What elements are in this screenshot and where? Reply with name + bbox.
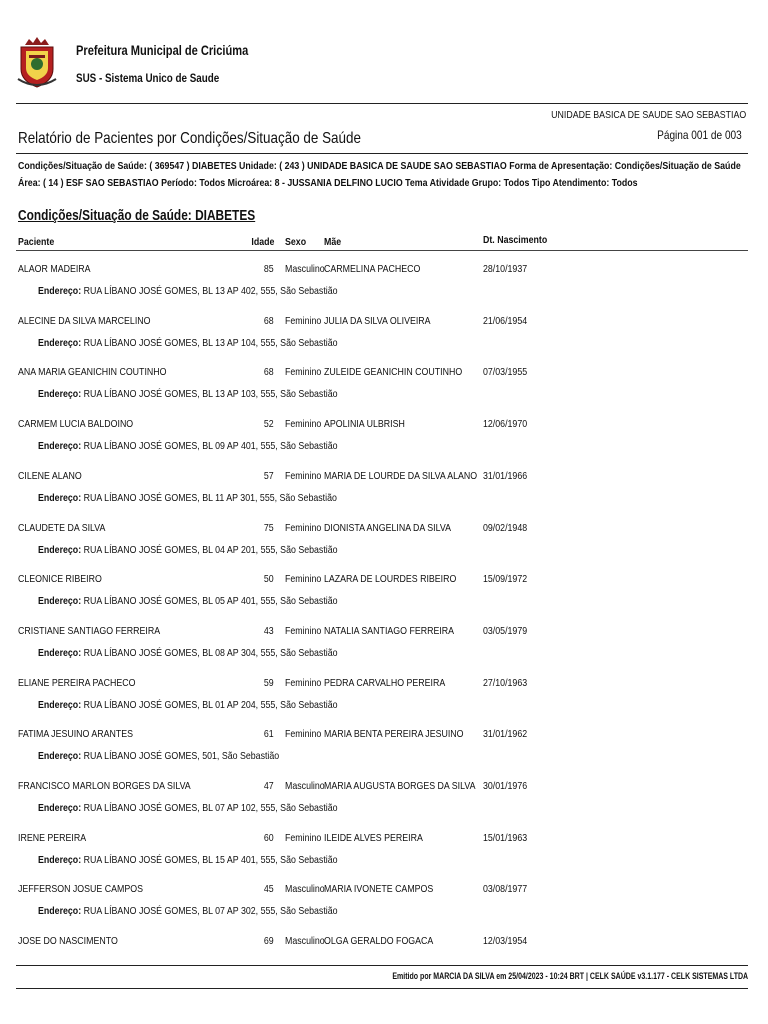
- address-label: Endereço:: [38, 285, 82, 297]
- patient-mother: MARIA DE LOURDE DA SILVA ALANO: [324, 470, 478, 482]
- patient-sex: Feminino: [285, 573, 322, 585]
- address-value: RUA LÍBANO JOSÉ GOMES, BL 01 AP 204, 555, São Sebastião: [83, 699, 338, 711]
- footer-bottom-divider: [16, 988, 748, 989]
- patient-sex: Masculino: [285, 263, 325, 275]
- patient-name: FRANCISCO MARLON BORGES DA SILVA: [18, 780, 191, 792]
- address-label: Endereço:: [38, 647, 82, 659]
- address-label: Endereço:: [38, 802, 82, 814]
- patient-sex: Feminino: [285, 366, 322, 378]
- patient-age: 68: [264, 315, 274, 327]
- patient-address: [38, 802, 338, 814]
- address-value: RUA LÍBANO JOSÉ GOMES, BL 07 AP 302, 555, São Sebastião: [83, 905, 338, 917]
- patient-mother: APOLINIA ULBRISH: [324, 418, 405, 430]
- patient-birth-date: 21/06/1954: [483, 315, 528, 327]
- address-value: RUA LÍBANO JOSÉ GOMES, 501, São Sebastião: [83, 750, 280, 762]
- section-title: Condições/Situação de Saúde: DIABETES: [18, 208, 256, 224]
- filters-line-1: Condições/Situação de Saúde: ( 369547 ) DIABETES Unidade: ( 243 ) UNIDADE BASICA DE SAUDE SAO SEBASTIAO Forma de Apresentação: Condições/Situação de Saúde: [18, 160, 741, 172]
- address-label: Endereço:: [38, 854, 82, 866]
- patient-address: [38, 595, 338, 607]
- address-value: RUA LÍBANO JOSÉ GOMES, BL 15 AP 401, 555, São Sebastião: [83, 854, 338, 866]
- patient-birth-date: 03/08/1977: [483, 883, 528, 895]
- patient-age: 47: [264, 780, 274, 792]
- address-label: Endereço:: [38, 544, 82, 556]
- address-value: RUA LÍBANO JOSÉ GOMES, BL 13 AP 104, 555, São Sebastião: [83, 337, 338, 349]
- patient-age: 50: [264, 573, 274, 585]
- address-value: RUA LÍBANO JOSÉ GOMES, BL 07 AP 102, 555, São Sebastião: [83, 802, 338, 814]
- address-value: RUA LÍBANO JOSÉ GOMES, BL 04 AP 201, 555, São Sebastião: [83, 544, 338, 556]
- patient-birth-date: 09/02/1948: [483, 522, 528, 534]
- column-header-sex: Sexo: [285, 236, 307, 248]
- patient-age: 61: [264, 728, 274, 740]
- patient-mother: ZULEIDE GEANICHIN COUTINHO: [324, 366, 463, 378]
- patient-mother: CARMELINA PACHECO: [324, 263, 421, 275]
- patient-mother: LAZARA DE LOURDES RIBEIRO: [324, 573, 457, 585]
- patient-name: ELIANE PEREIRA PACHECO: [18, 677, 136, 689]
- header-divider: [16, 103, 748, 104]
- patient-mother: MARIA IVONETE CAMPOS: [324, 883, 434, 895]
- patient-address: [38, 388, 338, 400]
- patient-sex: Feminino: [285, 522, 322, 534]
- patient-birth-date: 28/10/1937: [483, 263, 528, 275]
- patient-mother: MARIA BENTA PEREIRA JESUINO: [324, 728, 464, 740]
- address-value: RUA LÍBANO JOSÉ GOMES, BL 11 AP 301, 555, São Sebastião: [83, 492, 337, 504]
- column-header-mother: Mãe: [324, 236, 342, 248]
- column-header-divider: [16, 250, 748, 251]
- municipal-coat-of-arms-logo: [16, 35, 58, 89]
- patient-name: ALECINE DA SILVA MARCELINO: [18, 315, 151, 327]
- patient-name: CARMEM LUCIA BALDOINO: [18, 418, 134, 430]
- address-label: Endereço:: [38, 905, 82, 917]
- patient-age: 69: [264, 935, 274, 947]
- address-value: RUA LÍBANO JOSÉ GOMES, BL 13 AP 103, 555, São Sebastião: [83, 388, 338, 400]
- organization-subtitle: SUS - Sistema Unico de Saude: [76, 71, 220, 85]
- patient-age: 45: [264, 883, 274, 895]
- address-value: RUA LÍBANO JOSÉ GOMES, BL 08 AP 304, 555, São Sebastião: [83, 647, 338, 659]
- patient-sex: Masculino: [285, 780, 325, 792]
- patient-sex: Feminino: [285, 418, 322, 430]
- address-label: Endereço:: [38, 492, 82, 504]
- organization-name: Prefeitura Municipal de Criciúma: [76, 43, 249, 58]
- patient-birth-date: 27/10/1963: [483, 677, 528, 689]
- patient-name: CRISTIANE SANTIAGO FERREIRA: [18, 625, 161, 637]
- patient-birth-date: 12/03/1954: [483, 935, 528, 947]
- footer-top-divider: [16, 965, 748, 966]
- patient-name: CLEONICE RIBEIRO: [18, 573, 102, 585]
- address-value: RUA LÍBANO JOSÉ GOMES, BL 05 AP 401, 555, São Sebastião: [83, 595, 338, 607]
- address-label: Endereço:: [38, 699, 82, 711]
- health-unit-name: UNIDADE BASICA DE SAUDE SAO SEBASTIAO: [550, 109, 746, 121]
- address-label: Endereço:: [38, 750, 82, 762]
- footer-issued-info: Emitido por MARCIA DA SILVA em 25/04/2023 - 10:24 BRT | CELK SAÚDE v3.1.177 - CELK SISTEMAS LTDA: [392, 971, 748, 981]
- column-header-age: Idade: [250, 236, 274, 248]
- patient-sex: Feminino: [285, 315, 322, 327]
- address-label: Endereço:: [38, 388, 82, 400]
- patient-name: FATIMA JESUINO ARANTES: [18, 728, 134, 740]
- patient-mother: PEDRA CARVALHO PEREIRA: [324, 677, 446, 689]
- patient-birth-date: 03/05/1979: [483, 625, 528, 637]
- patient-address: [38, 337, 338, 349]
- column-header-birth-date: Dt. Nascimento: [483, 234, 548, 246]
- patient-address: [38, 750, 279, 762]
- patient-address: [38, 544, 338, 556]
- filters-line-2: Área: ( 14 ) ESF SAO SEBASTIAO Período: Todos Microárea: 8 - JUSSANIA DELFINO LUCIO Tema Atividade Grupo: Todos Tipo Atendimento: Todos: [18, 177, 638, 189]
- patient-birth-date: 15/09/1972: [483, 573, 528, 585]
- patient-birth-date: 31/01/1962: [483, 728, 528, 740]
- patient-name: JEFFERSON JOSUE CAMPOS: [18, 883, 143, 895]
- page-number: Página 001 de 003: [657, 128, 742, 142]
- address-value: RUA LÍBANO JOSÉ GOMES, BL 13 AP 402, 555, São Sebastião: [83, 285, 338, 297]
- patient-address: [38, 492, 337, 504]
- patient-address: [38, 440, 338, 452]
- patient-name: IRENE PEREIRA: [18, 832, 87, 844]
- patient-address: [38, 647, 338, 659]
- patient-birth-date: 31/01/1966: [483, 470, 528, 482]
- patient-birth-date: 12/06/1970: [483, 418, 528, 430]
- patient-name: CILENE ALANO: [18, 470, 82, 482]
- patient-birth-date: 15/01/1963: [483, 832, 528, 844]
- patient-age: 75: [264, 522, 274, 534]
- patient-birth-date: 07/03/1955: [483, 366, 528, 378]
- patient-address: [38, 285, 338, 297]
- address-value: RUA LÍBANO JOSÉ GOMES, BL 09 AP 401, 555, São Sebastião: [83, 440, 338, 452]
- patient-age: 85: [264, 263, 274, 275]
- patient-age: 52: [264, 418, 274, 430]
- patient-address: [38, 905, 338, 917]
- patient-age: 68: [264, 366, 274, 378]
- patient-mother: DIONISTA ANGELINA DA SILVA: [324, 522, 451, 534]
- patient-birth-date: 30/01/1976: [483, 780, 528, 792]
- patient-mother: OLGA GERALDO FOGACA: [324, 935, 434, 947]
- patient-mother: NATALIA SANTIAGO FERREIRA: [324, 625, 455, 637]
- patient-sex: Feminino: [285, 728, 322, 740]
- patient-age: 59: [264, 677, 274, 689]
- patient-age: 57: [264, 470, 274, 482]
- patient-age: 43: [264, 625, 274, 637]
- patient-name: ANA MARIA GEANICHIN COUTINHO: [18, 366, 167, 378]
- title-divider: [16, 153, 748, 154]
- patient-address: [38, 699, 338, 711]
- patient-age: 60: [264, 832, 274, 844]
- patient-mother: JULIA DA SILVA OLIVEIRA: [324, 315, 431, 327]
- patient-name: CLAUDETE DA SILVA: [18, 522, 106, 534]
- patient-sex: Feminino: [285, 677, 322, 689]
- address-label: Endereço:: [38, 337, 82, 349]
- patient-name: ALAOR MADEIRA: [18, 263, 91, 275]
- patient-mother: ILEIDE ALVES PEREIRA: [324, 832, 423, 844]
- patient-sex: Masculino: [285, 935, 325, 947]
- column-header-patient: Paciente: [18, 236, 55, 248]
- patient-sex: Feminino: [285, 625, 322, 637]
- patient-sex: Masculino: [285, 883, 325, 895]
- report-title: Relatório de Pacientes por Condições/Situação de Saúde: [18, 130, 361, 147]
- patient-address: [38, 854, 338, 866]
- address-label: Endereço:: [38, 595, 82, 607]
- address-label: Endereço:: [38, 440, 82, 452]
- patient-name: JOSE DO NASCIMENTO: [18, 935, 118, 947]
- patient-sex: Feminino: [285, 470, 322, 482]
- patient-sex: Feminino: [285, 832, 322, 844]
- patient-mother: MARIA AUGUSTA BORGES DA SILVA: [324, 780, 476, 792]
